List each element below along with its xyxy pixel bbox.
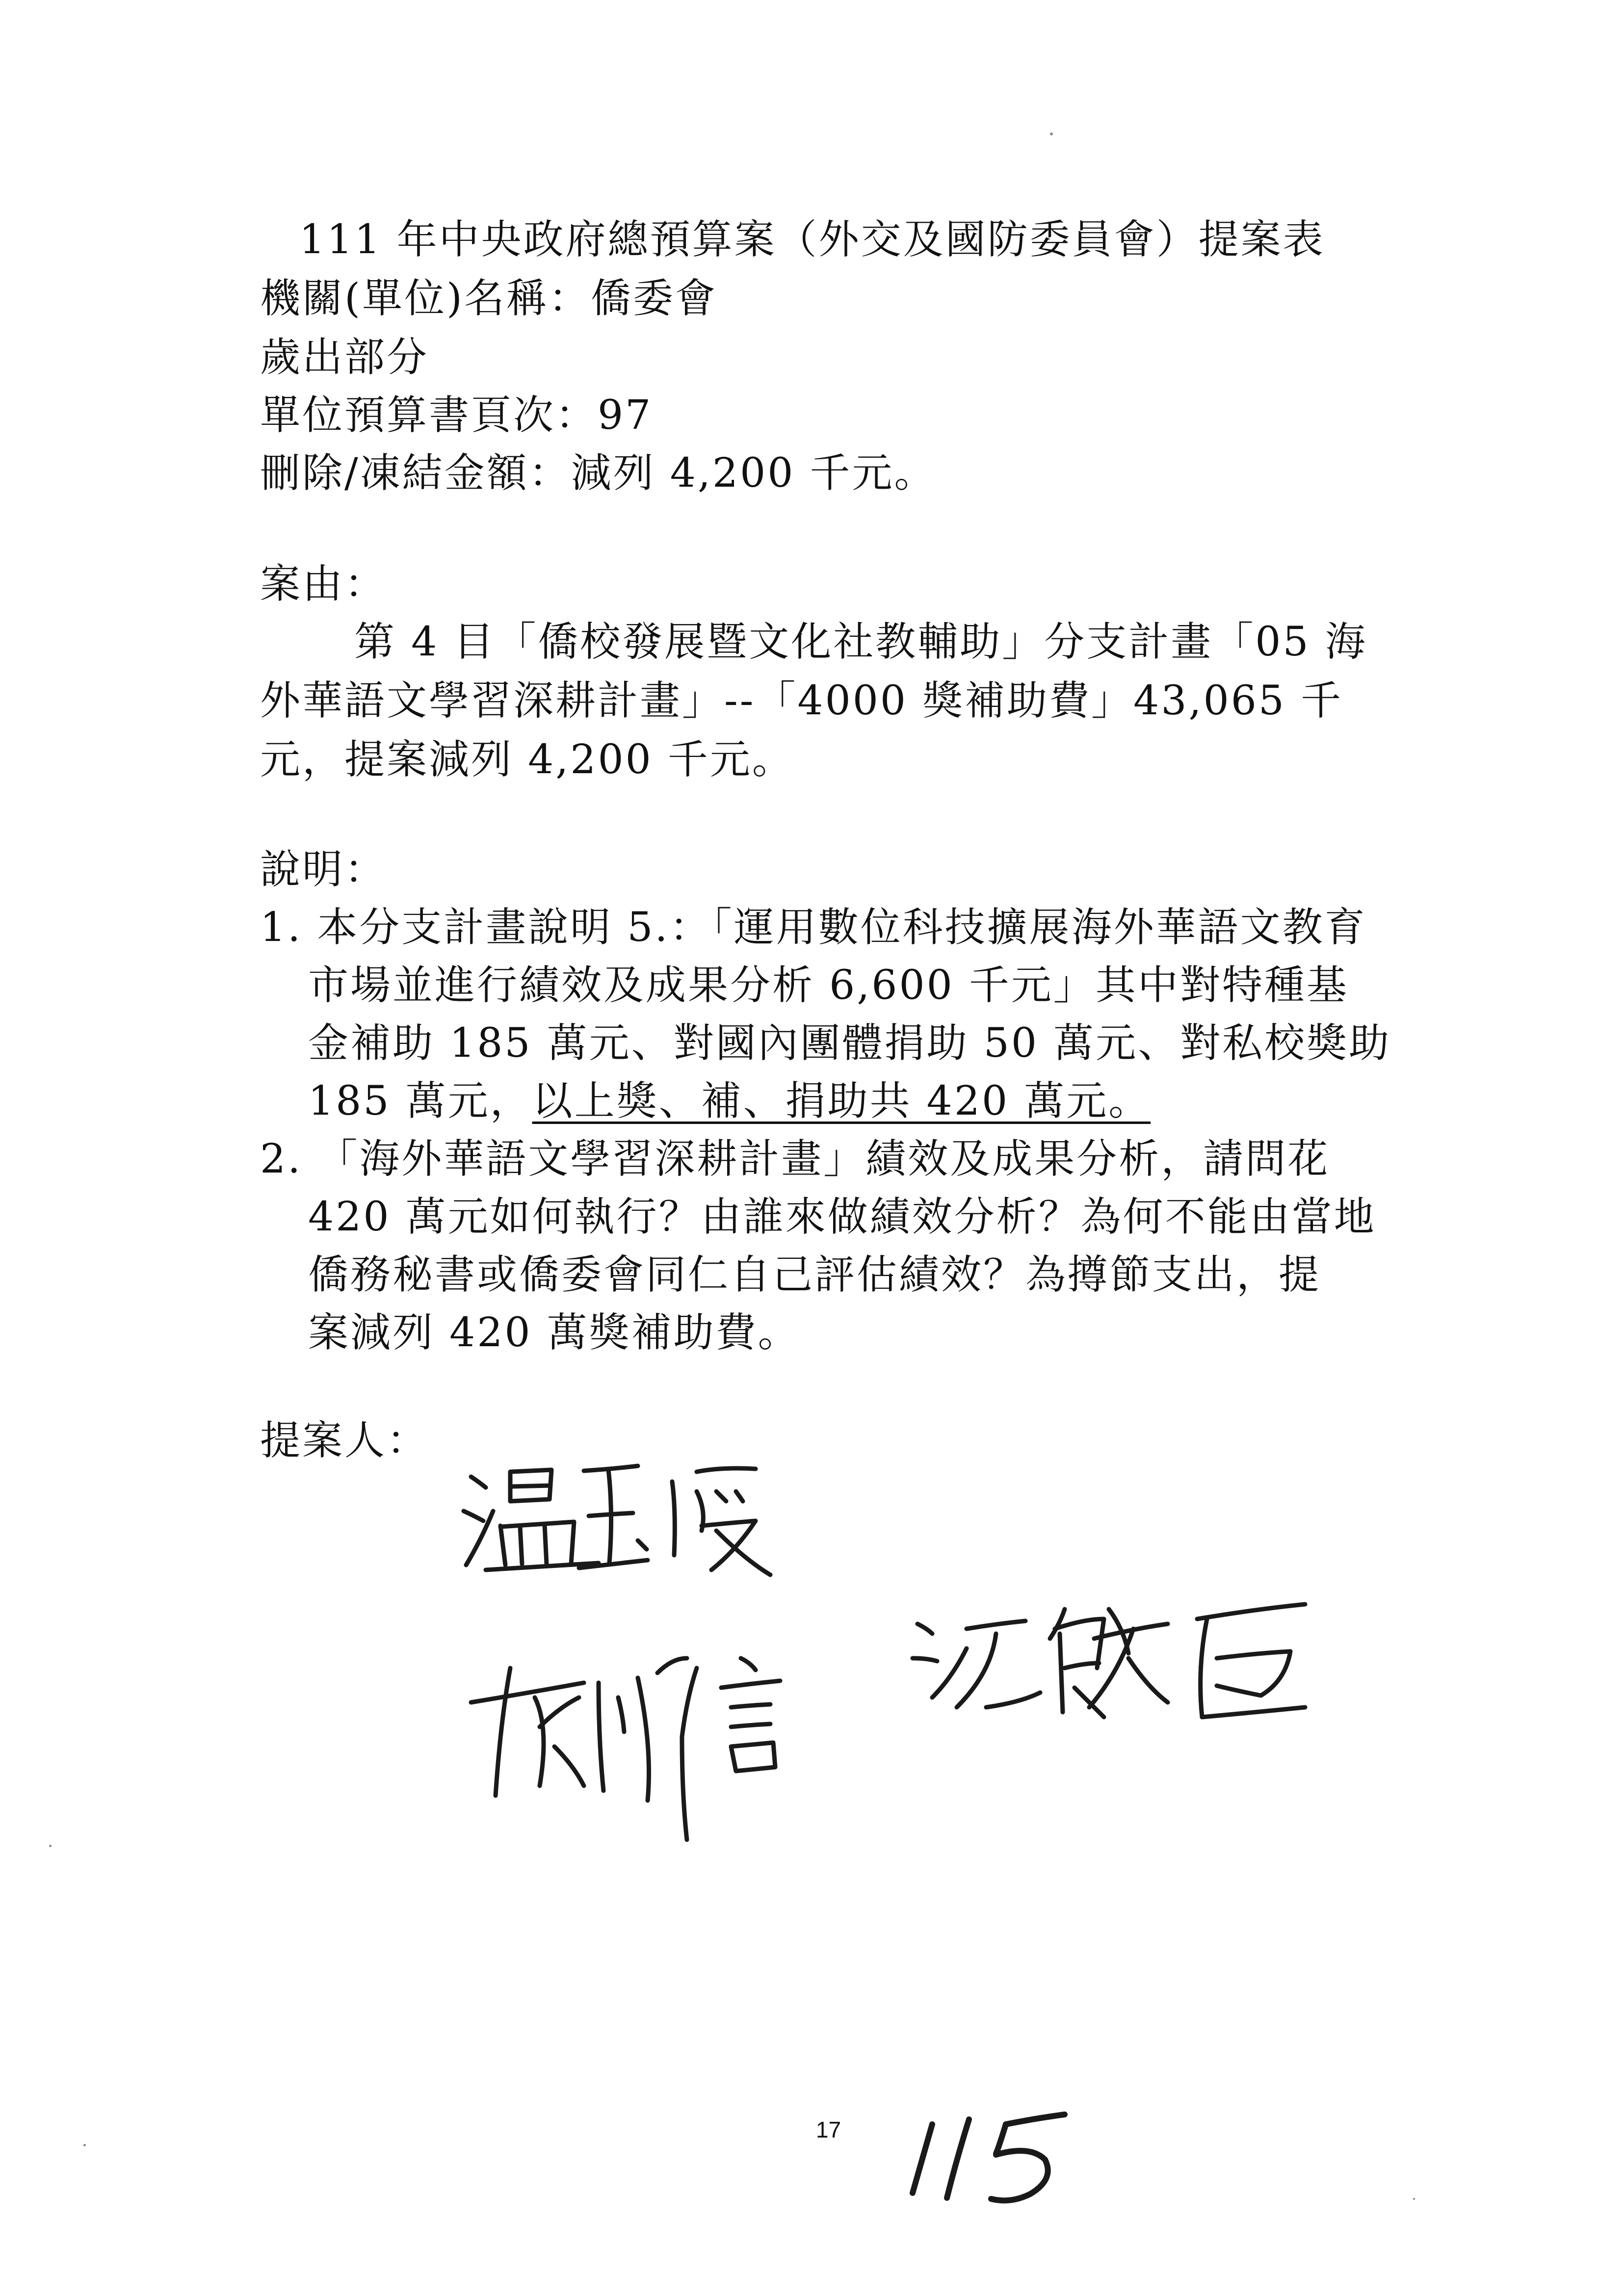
explanation-item-2-line: 僑務秘書或僑委會同仁自己評估績效？為撙節支出，提 xyxy=(308,1252,1321,1298)
agency-line: 機關(單位)名稱：僑委會 xyxy=(260,275,717,322)
page-ref-line: 單位預算書頁次：97 xyxy=(260,392,653,439)
signature-names xyxy=(442,1496,489,1504)
explanation-item-2-line: 420 萬元如何執行？由誰來做績效分析？為何不能由當地 xyxy=(308,1194,1376,1240)
amount-line: 刪除/凍結金額：減列 4,200 千元。 xyxy=(260,450,937,496)
explanation-item-2-line: 2. 「海外華語文學習深耕計畫」績效及成果分析，請問花 xyxy=(260,1136,1330,1182)
item-1-underlined-total: 以上獎、補、捐助共 420 萬元。 xyxy=(532,1078,1151,1124)
reason-heading: 案由： xyxy=(260,561,387,607)
explanation-item-1-line: 1. 本分支計畫說明 5.：「運用數位科技擴展海外華語文教育 xyxy=(260,904,1367,951)
explanation-item-1-line: 市場並進行績效及成果分析 6,600 千元」其中對特種基 xyxy=(308,962,1349,1009)
proposer-label: 提案人： xyxy=(260,1417,429,1464)
scan-speck xyxy=(83,2144,86,2146)
signature-1 xyxy=(464,1466,770,1575)
signature-2-name xyxy=(458,1498,472,1504)
explanation-heading: 說明： xyxy=(260,846,387,893)
scan-speck xyxy=(1413,2198,1415,2200)
document-title: 111 年中央政府總預算案（外交及國防委員會）提案表 xyxy=(299,216,1325,263)
handwritten-page-number-text: 115 xyxy=(932,2204,942,2209)
item-1-plain-text: 185 萬元， xyxy=(308,1078,532,1124)
signature-3-name xyxy=(474,1498,489,1504)
signature-1-name xyxy=(442,1498,456,1504)
handwritten-page-number xyxy=(913,2114,1065,2200)
category-line: 歲出部分 xyxy=(260,334,429,381)
scan-speck xyxy=(1050,132,1053,135)
explanation-item-1-line: 金補助 185 萬元、對國內團體捐助 50 萬元、對私校獎助 xyxy=(308,1020,1391,1067)
page-number: 17 xyxy=(816,2117,841,2142)
signature-3 xyxy=(913,1604,1305,1717)
explanation-item-2-line: 案減列 420 萬獎補助費。 xyxy=(308,1309,800,1356)
reason-line: 外華語文學習深耕計畫」--「4000 獎補助費」43,065 千 xyxy=(260,678,1343,724)
reason-line: 元，提案減列 4,200 千元。 xyxy=(260,736,794,783)
scan-speck xyxy=(49,1845,52,1847)
signature-2 xyxy=(471,1658,780,1840)
reason-line: 第 4 目「僑校發展暨文化社教輔助」分支計畫「05 海 xyxy=(354,619,1367,665)
